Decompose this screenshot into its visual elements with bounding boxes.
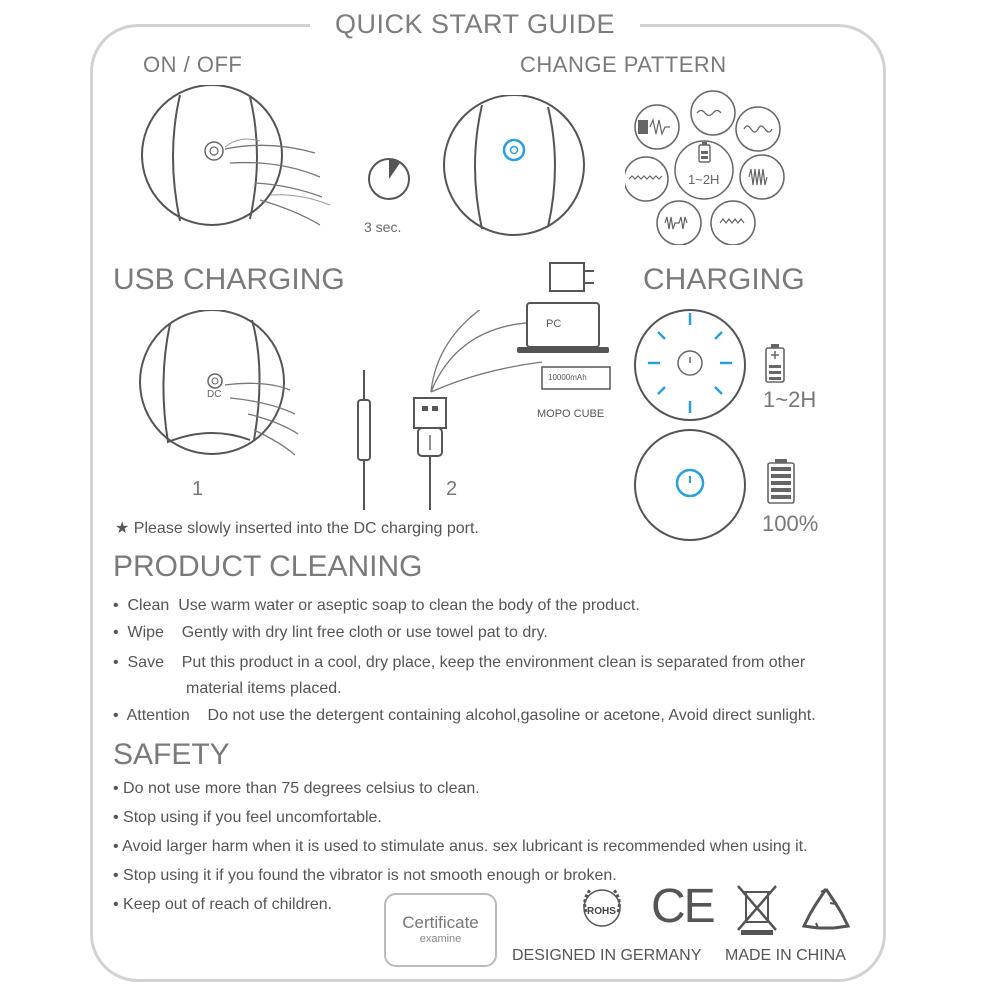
weee-bin-icon <box>735 884 779 936</box>
charging-title: CHARGING <box>643 263 805 296</box>
dc-port-note-text: Please slowly inserted into the DC charging port. <box>133 520 479 537</box>
recycle-icon <box>800 884 852 934</box>
cleaning-text: Put this product in a cool, dry place, keep the environment clean is separated from other <box>181 654 806 671</box>
usb-charging-title: USB CHARGING <box>113 263 345 296</box>
product-cleaning-title: PRODUCT CLEANING <box>113 550 423 583</box>
cleaning-term: Save <box>127 654 164 671</box>
pattern-center-label: 1~2H <box>688 172 720 187</box>
dc-port-label: DC <box>207 389 222 400</box>
dc-port-note <box>115 518 479 538</box>
cleaning-text: Do not use the detergent containing alcohol,gasoline or acetone, Avoid direct sunlight. <box>207 707 816 724</box>
certificate-badge <box>384 893 497 967</box>
designed-in-label: DESIGNED IN GERMANY <box>512 947 702 964</box>
cleaning-item-wipe: • Wipe Gently with dry lint free cloth or use towel pat to dry. <box>113 624 548 641</box>
guide-title: QUICK START GUIDE <box>310 6 640 42</box>
cleaning-item-save: • Save Put this product in a cool, dry place, keep the environment clean is separated from other <box>113 654 806 671</box>
charging-time-label: 1~2H <box>763 387 817 412</box>
rohs-label: ROHS <box>587 906 616 917</box>
safety-item: • Keep out of reach of children. <box>113 896 333 913</box>
safety-text: Keep out of reach of children. <box>123 896 333 913</box>
onoff-title: ON / OFF <box>143 52 243 77</box>
cleaning-item-attention: • Attention Do not use the detergent containing alcohol,gasoline or acetone, Avoid direct sunlight. <box>113 707 816 724</box>
safety-item: • Avoid larger harm when it is used to stimulate anus. sex lubricant is recommended when using it. <box>113 838 808 855</box>
cleaning-item-clean: • Clean Use warm water or aseptic soap to clean the body of the product. <box>113 597 640 614</box>
pattern-title: CHANGE PATTERN <box>520 52 727 77</box>
safety-text: Do not use more than 75 degrees celsius to clean. <box>123 780 480 797</box>
cleaning-term: Clean <box>127 597 170 614</box>
safety-text: Stop using if you feel uncomfortable. <box>123 809 382 826</box>
hold-duration-label: 3 sec. <box>364 219 402 235</box>
safety-text: Avoid larger harm when it is used to stimulate anus. sex lubricant is recommended when using it. <box>122 838 808 855</box>
cleaning-item-save-continued: material items placed. <box>186 680 342 697</box>
certificate-label: Certificate <box>402 913 479 932</box>
step-2-label: 2 <box>446 478 458 500</box>
star-icon: ★ <box>115 520 130 537</box>
ce-mark: CE <box>651 880 714 933</box>
powerbank-name: MOPO CUBE <box>537 408 605 420</box>
pattern-device-illustration <box>440 95 590 245</box>
cleaning-term: Wipe <box>127 624 164 641</box>
safety-item: • Do not use more than 75 degrees celsius to clean. <box>113 780 480 797</box>
pattern-wheel <box>625 90 785 245</box>
safety-item: • Stop using if you feel uncomfortable. <box>113 809 382 826</box>
safety-title: SAFETY <box>113 738 230 771</box>
examine-label: examine <box>419 933 462 945</box>
safety-text: Stop using it if you found the vibrator is not smooth enough or broken. <box>123 867 617 884</box>
cleaning-text: Use warm water or aseptic soap to clean the body of the product. <box>178 597 640 614</box>
made-in-label: MADE IN CHINA <box>725 947 846 964</box>
powerbank-capacity: 10000mAh <box>548 373 587 382</box>
cleaning-text: Gently with dry lint free cloth or use towel pat to dry. <box>181 624 548 641</box>
safety-item: • Stop using it if you found the vibrator is not smooth enough or broken. <box>113 867 617 884</box>
step-1-label: 1 <box>192 478 204 500</box>
charging-illustration <box>630 305 840 545</box>
charging-full-label: 100% <box>762 511 819 536</box>
pc-label: PC <box>546 318 562 330</box>
cleaning-term: Attention <box>126 707 190 724</box>
